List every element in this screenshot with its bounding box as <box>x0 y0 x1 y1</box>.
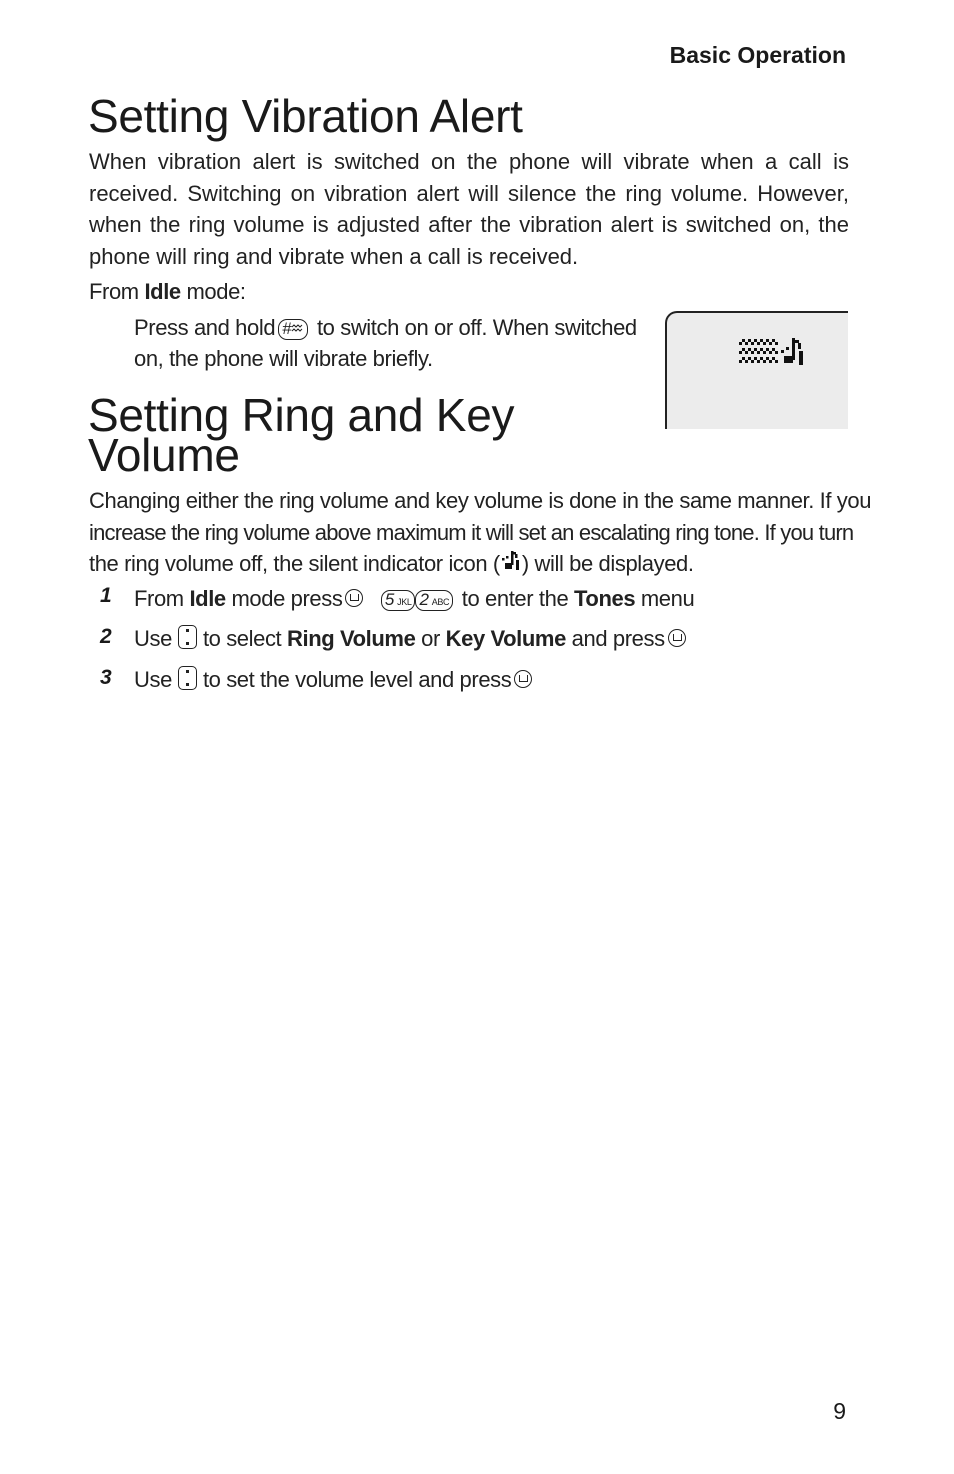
press-hold-line-2: on, the phone will vibrate briefly. <box>134 346 433 371</box>
vibration-title: Setting Vibration Alert <box>88 90 523 142</box>
press-hold-line: Press and hold # to switch on or off. When switched <box>134 315 637 340</box>
step-3: Use to set the volume level and press <box>134 664 535 695</box>
volume-body-2: increase the ring volume above maximum it will set an escalating ring tone. If you turn <box>89 520 854 545</box>
menu-key-icon <box>668 629 686 647</box>
step-number: 3 <box>100 666 112 689</box>
volume-title-line1: Setting Ring and Key <box>88 389 515 441</box>
volume-title-line2: Volume <box>88 429 240 481</box>
volume-body-3: the ring volume off, the silent indicator icon ( ) will be displayed. <box>89 551 694 576</box>
step-1: From Idle mode press 5 JKL 2 ABC to enter the Tones menu <box>134 586 695 611</box>
silent-indicator-icon <box>500 551 522 573</box>
navigation-key-icon <box>178 625 197 649</box>
menu-key-icon <box>514 670 532 688</box>
volume-body-1: Changing either the ring volume and key volume is done in the same manner. If you <box>89 488 872 513</box>
lcd-display <box>665 311 848 429</box>
menu-key-icon <box>345 589 363 607</box>
hash-vibrate-key-icon: # <box>278 319 308 340</box>
step-2: Use to select Ring Volume or Key Volume and press <box>134 623 689 654</box>
navigation-key-icon <box>178 666 197 690</box>
step-number: 2 <box>100 625 112 648</box>
section-header: Basic Operation <box>669 42 846 68</box>
vibration-body: When vibration alert is switched on the phone will vibrate when a call is received. Switching on vibration alert will silence the ring volume. However, when the ring volume is adjusted after the vibration alert is switched on, the phone will ring and vibrate when a call is received. <box>89 149 849 269</box>
vibrate-silent-display-icon <box>739 338 809 370</box>
step-number: 1 <box>100 584 112 607</box>
from-idle-line: From Idle mode: <box>89 279 246 304</box>
page-number: 9 <box>833 1398 846 1424</box>
key-5-icon: 5 JKL <box>381 590 416 611</box>
key-2-icon: 2 ABC <box>415 590 453 611</box>
